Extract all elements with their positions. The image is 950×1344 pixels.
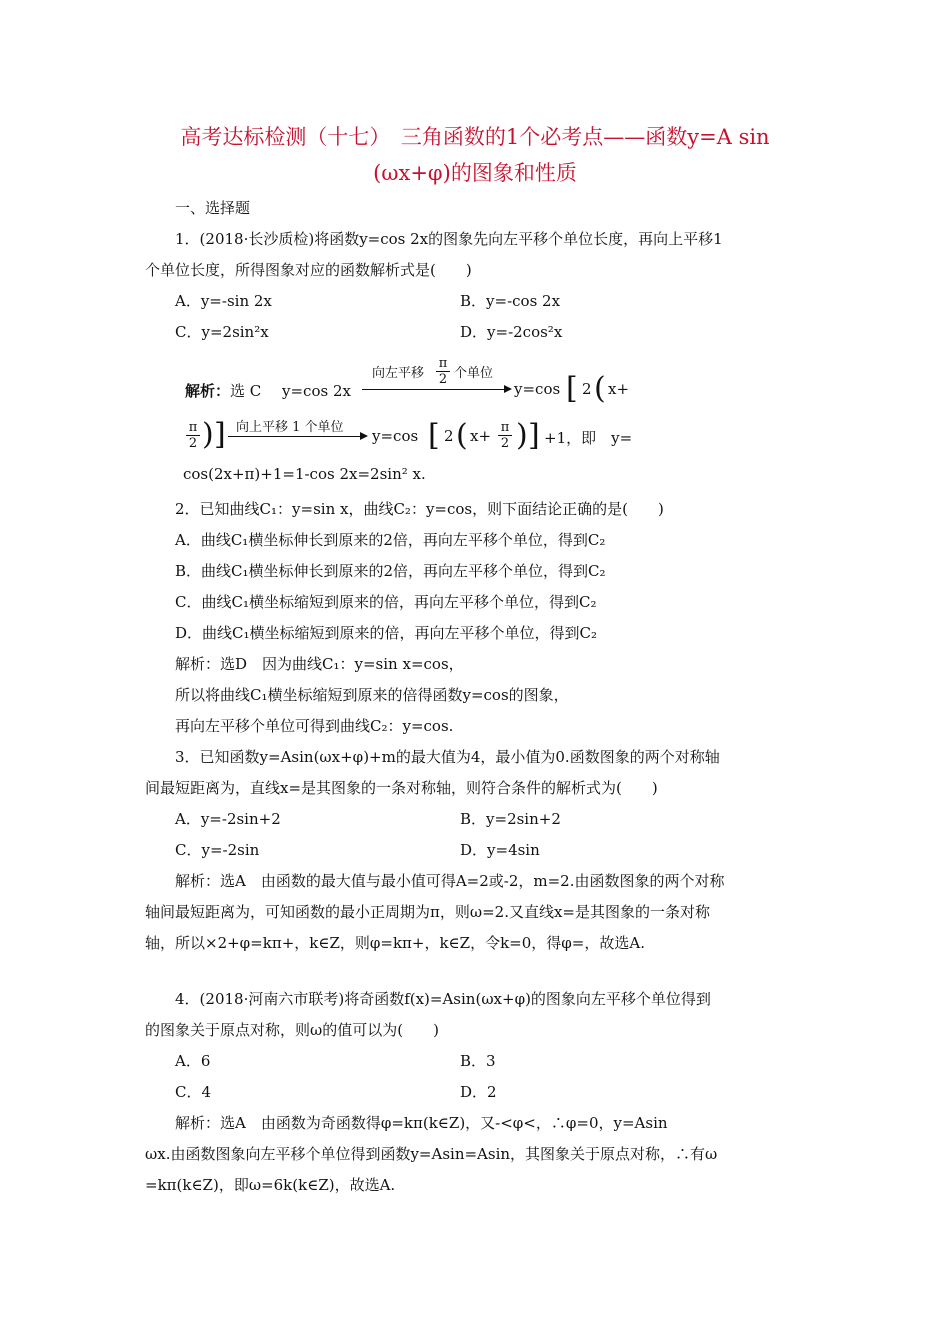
q1-line2-fraction [186,420,200,451]
q4-solution-line3: =kπ(k∈Z)，即ω=6k(k∈Z)，故选A. [145,1176,396,1194]
arrow2-head [360,432,368,440]
arrow1-head [504,385,512,393]
q1-solution-start: y=cos 2x [282,382,351,400]
q2-option-b: B．曲线C₁横坐标伸长到原来的2倍，再向左平移个单位，得到C₂ [175,562,606,580]
q4-option-c: C．4 [175,1083,212,1101]
q3-option-d: D．y=4sin [460,841,540,859]
q3-solution-line2: 轴间最短距离为，可知函数的最小正周期为π，则ω=2.又直线x=是其图象的一条对称 [145,903,711,921]
q3-solution-line3: 轴，所以×2+φ=kπ+，k∈Z，则φ=kπ+，k∈Z，令k=0，得φ=，故选A. [145,934,645,952]
q3-option-b: B．y=2sin+2 [460,810,561,828]
q3-stem-line2: 间最短距离为，直线x=是其图象的一条对称轴，则符合条件的解析式为( ) [145,779,658,797]
right-paren: ) [516,418,528,453]
arrow1-fraction [436,356,450,387]
q1-option-c: C．y=2sin²x [175,323,269,341]
q1-mid2: y=cos [372,427,419,445]
q1-mid1-inner: 2 [582,380,592,398]
q2-solution-line2: 所以将曲线C₁横坐标缩短到原来的倍得函数y=cos的图象， [175,686,569,704]
fraction-denominator: 2 [498,435,512,451]
left-bracket: [ [566,371,578,406]
q1-mid1-x: x+ [608,380,630,398]
q1-mid2-tail: +1，即 y= [544,429,633,447]
arrow2-label: 向上平移 1 个单位 [236,420,344,435]
q4-solution-line2: ωx.由函数图象向左平移个单位得到函数y=Asin=Asin，其图象关于原点对称，∴有ω [145,1145,718,1163]
q1-solution-final: cos(2x+π)+1=1-cos 2x=2sin² x. [183,465,426,483]
arrow2-line [228,436,362,437]
q2-option-a: A．曲线C₁横坐标伸长到原来的2倍，再向左平移个单位，得到C₂ [175,531,606,549]
q1-stem-line1: 1．(2018·长沙质检)将函数y=cos 2x的图象先向左平移个单位长度，再向上平移1 [175,230,723,248]
q3-option-c: C．y=-2sin [175,841,260,859]
q1-mid2-x: x+ [470,427,492,445]
q4-option-b: B．3 [460,1052,496,1070]
q3-stem-line1: 3．已知函数y=Asin(ωx+φ)+m的最大值为4，最小值为0.函数图象的两个对称轴 [175,748,720,766]
q4-stem-line2: 的图象关于原点对称，则ω的值可以为( ) [145,1021,439,1039]
q2-option-c: C．曲线C₁横坐标缩短到原来的倍，再向左平移个单位，得到C₂ [175,593,597,611]
q1-solution-choice: 选 C [230,382,262,400]
q4-solution-line1: 解析：选A 由函数为奇函数得φ=kπ(k∈Z)，又-<φ<，∴φ=0，y=Asin [175,1114,668,1132]
right-bracket: ] [528,418,540,453]
document-title-line2: (ωx+φ)的图象和性质 [373,161,577,185]
left-paren: ( [456,418,468,453]
left-paren: ( [594,371,606,406]
section-heading: 一、选择题 [175,199,251,217]
q3-solution-line1: 解析：选A 由函数的最大值与最小值可得A=2或-2，m=2.由函数图象的两个对称 [175,872,725,890]
q2-solution-line1: 解析：选D 因为曲线C₁：y=sin x=cos， [175,655,464,673]
q4-stem-line1: 4．(2018·河南六市联考)将奇函数f(x)=Asin(ωx+φ)的图象向左平移个单位得到 [175,990,711,1008]
q1-solution-label: 解析： [185,382,231,400]
fraction-numerator: π [500,420,510,435]
q2-option-d: D．曲线C₁横坐标缩短到原来的倍，再向左平移个单位，得到C₂ [175,624,598,642]
q1-mid1: y=cos [514,380,561,398]
arrow1-tail: 个单位 [454,366,494,381]
fraction-numerator: π [188,420,198,435]
q1-option-d: D．y=-2cos²x [460,323,563,341]
arrow1-line [362,389,506,390]
fraction-numerator: π [438,356,448,371]
q2-solution-line3: 再向左平移个单位可得到曲线C₂：y=cos. [175,717,454,735]
document-title-line1: 高考达标检测（十七） 三角函数的1个必考点——函数y=A sin [180,125,770,149]
q1-stem-line2: 个单位长度，所得图象对应的函数解析式是( ) [145,261,472,279]
fraction-denominator: 2 [436,371,450,387]
left-bracket: [ [428,418,440,453]
q1-option-a: A．y=-sin 2x [175,292,272,310]
right-bracket: ] [214,417,226,452]
q3-option-a: A．y=-2sin+2 [175,810,281,828]
q4-option-a: A．6 [175,1052,211,1070]
q1-mid2-fraction [498,420,512,451]
arrow1-label: 向左平移 [372,366,425,381]
q4-option-d: D．2 [460,1083,497,1101]
q1-option-b: B．y=-cos 2x [460,292,561,310]
q1-mid2-inner: 2 [444,427,454,445]
fraction-denominator: 2 [186,435,200,451]
q2-stem: 2．已知曲线C₁：y=sin x，曲线C₂：y=cos，则下面结论正确的是( ) [175,500,664,518]
right-paren: ) [202,417,214,452]
